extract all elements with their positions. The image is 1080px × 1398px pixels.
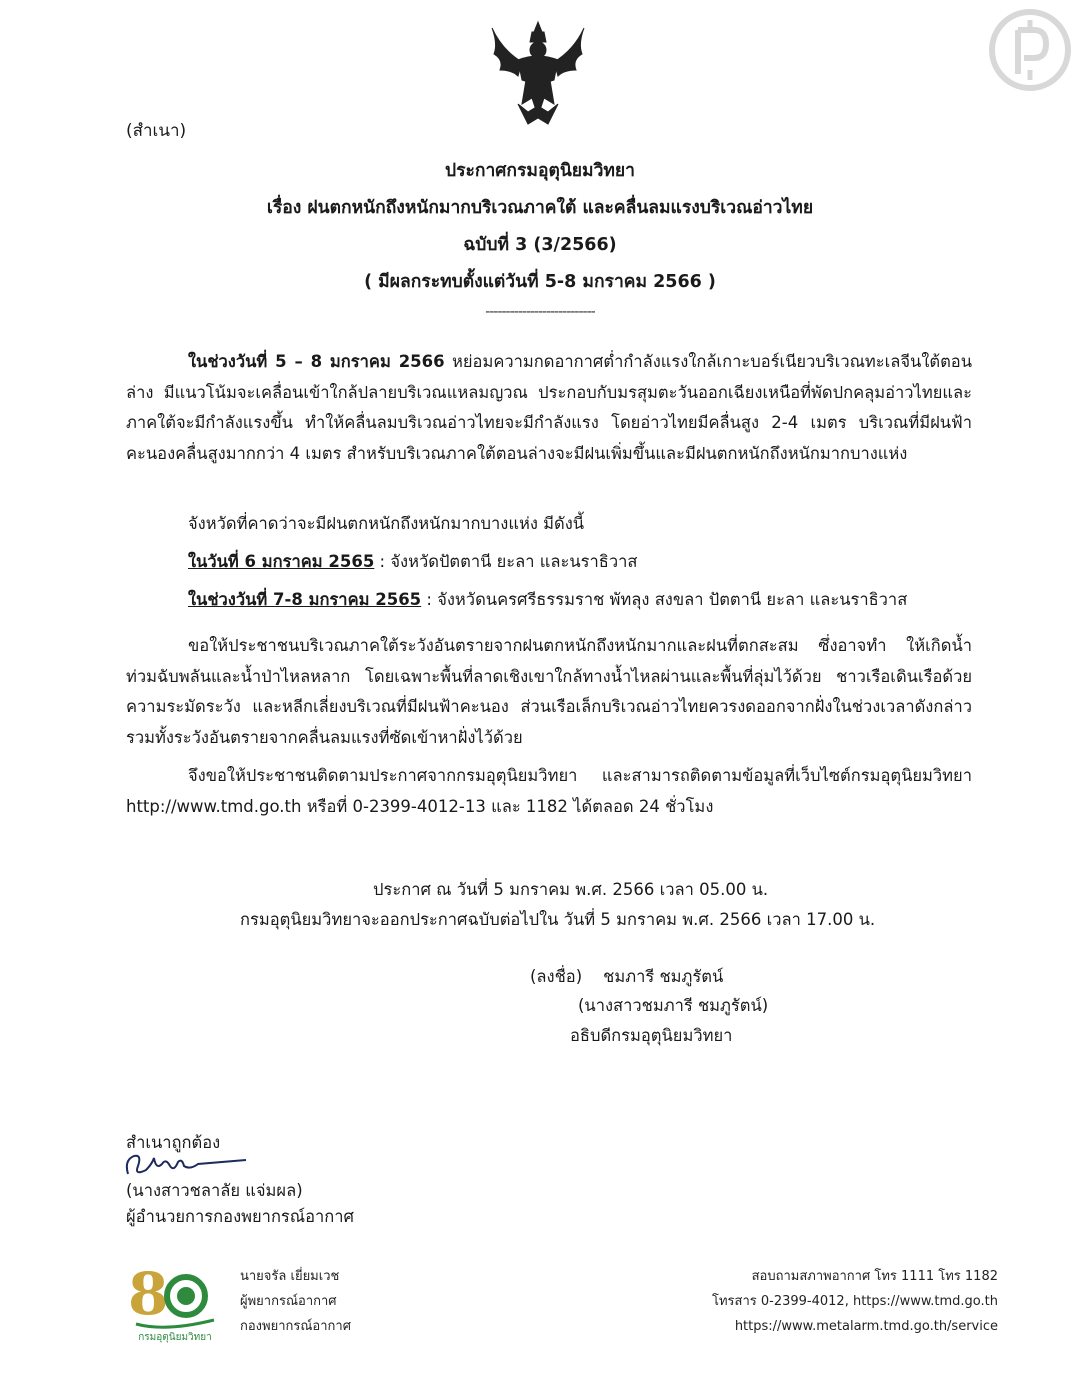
- signatory-full-name: (นางสาวชมภารี ชมภูรัตน์): [578, 996, 769, 1015]
- contact-fax-web: โทรสาร 0-2399-4012, https://www.tmd.go.th: [712, 1294, 998, 1309]
- contact-phone: สอบถามสภาพอากาศ โทร 1111 โทร 1182: [751, 1269, 998, 1284]
- handwritten-signature: [120, 1146, 250, 1182]
- logo-caption: กรมอุตุนิยมวิทยา: [138, 1332, 212, 1343]
- separator-line: ---------------------------: [485, 304, 595, 320]
- watermark-logo: [988, 8, 1072, 92]
- warning-text: ขอให้ประชาชนบริเวณภาคใต้ระวังอันตรายจากฝนตกหนักถึงหนักมากและฝนที่ตกสะสม ซึ่งอาจทำ ให้เกิดน้ำท่วมฉับพลันและน้ำป่าไหลหลาก โดยเฉพาะพื้นที่ลาดเชิงเขาใกล้ทางน้ำไหลผ่านและพื้นที่ลุ่มไว้ด้วย ชาวเรือเดินเรือด้วยความระมัดระวัง และหลีกเลี่ยงบริเวณที่มีฝนฟ้าคะนอง ส่วนเรือเล็กบริเวณอ่าวไทยควรงดออกจากฝั่งในช่วงเวลาดังกล่าว รวมทั้งระวังอันตรายจากคลื่นลมแรงที่ซัดเข้าหาฝั่งไว้ด้วย: [126, 636, 972, 747]
- next-issue-date: กรมอุตุนิยมวิทยาจะออกประกาศฉบับต่อไปใน วันที่ 5 มกราคม พ.ศ. 2566 เวลา 17.00 น.: [240, 910, 876, 929]
- followup-paragraph: [126, 761, 972, 822]
- followup-text: จึงขอให้ประชาชนติดตามประกาศจากกรมอุตุนิยมวิทยา และสามารถติดตามข้อมูลที่เว็บไซต์กรมอุตุนิยมวิทยา http://www.tmd.go.th หรือที่ 0-2399-4012-13 และ 1182 ได้ตลอด 24 ชั่วโมง: [126, 766, 972, 816]
- provinces-intro: [126, 509, 972, 540]
- tmd-80-logo: [126, 1262, 224, 1348]
- signed-line: (ลงชื่อ) ชมภารี ชมภูรัตน์: [530, 967, 724, 986]
- contact-service-url[interactable]: https://www.metalarm.tmd.go.th/service: [734, 1319, 998, 1334]
- garuda-emblem: [488, 20, 588, 128]
- preparer-name: นายจรัล เยี่ยมเวช: [240, 1269, 340, 1284]
- situation-text: หย่อมความกดอากาศต่ำกำลังแรงใกล้เกาะบอร์เนียวบริเวณทะเลจีนใต้ตอนล่าง มีแนวโน้มจะเคลื่อนเข้าใกล้ปลายบริเวณแหลมญวณ ประกอบกับมรสุมตะวันออกเฉียงเหนือที่พัดปกคลุมอ่าวไทยและภาคใต้จะมีกำลังแรงขึ้น ทำให้คลื่นลมบริเวณอ่าวไทยจะมีกำลังแรง โดยอ่าวไทยมีคลื่นสูง 2-4 เมตร บริเวณที่มีฝนฟ้าคะนองคลื่นสูงมากกว่า 4 เมตร สำหรับบริเวณภาคใต้ตอนล่างจะมีฝนเพิ่มขึ้นและมีฝนตกหนักถึงหนักมากบางแห่ง: [126, 352, 973, 463]
- signatory-position: อธิบดีกรมอุตุนิยมวิทยา: [570, 1026, 733, 1045]
- svg-text:8: 8: [128, 1262, 169, 1328]
- announced-date: ประกาศ ณ วันที่ 5 มกราคม พ.ศ. 2566 เวลา 05.00 น.: [373, 880, 769, 899]
- day2-provinces: [126, 585, 972, 616]
- preparer-role: ผู้พยากรณ์อากาศ: [240, 1294, 337, 1309]
- issue-number: ฉบับที่ 3 (3/2566): [463, 235, 617, 255]
- day2-text: : จังหวัดนครศรีธรรมราช พัทลุง สงขลา ปัตตานี ยะลา และนราธิวาส: [421, 590, 908, 609]
- provinces-intro-text: จังหวัดที่คาดว่าจะมีฝนตกหนักถึงหนักมากบางแห่ง มีดังนี้: [188, 514, 585, 533]
- certifier-name: (นางสาวชลาลัย แจ่มผล): [126, 1181, 303, 1200]
- day1-provinces: [126, 547, 972, 578]
- certifier-position: ผู้อำนวยการกองพยากรณ์อากาศ: [126, 1207, 355, 1226]
- preparer-block: [240, 1264, 351, 1339]
- contact-block: [712, 1264, 998, 1339]
- effective-period: ( มีผลกระทบตั้งแต่วันที่ 5-8 มกราคม 2566 ): [364, 272, 716, 292]
- copy-label: (สำเนา): [126, 121, 187, 141]
- day2-label: ในช่วงวันที่ 7-8 มกราคม 2565: [188, 590, 422, 609]
- warning-paragraph: [126, 631, 972, 753]
- day1-text: : จังหวัดปัตตานี ยะลา และนราธิวาส: [374, 552, 638, 571]
- certified-copy-label: สำเนาถูกต้อง: [126, 1133, 221, 1152]
- period-highlight: ในช่วงวันที่ 5 – 8 มกราคม 2566: [188, 352, 445, 371]
- agency-title: ประกาศกรมอุตุนิยมวิทยา: [444, 161, 636, 181]
- announcement-subject: เรื่อง ฝนตกหนักถึงหนักมากบริเวณภาคใต้ และคลื่นลมแรงบริเวณอ่าวไทย: [266, 198, 814, 218]
- day1-label: ในวันที่ 6 มกราคม 2565: [188, 552, 375, 571]
- preparer-division: กองพยากรณ์อากาศ: [240, 1319, 351, 1334]
- situation-paragraph: [126, 347, 972, 469]
